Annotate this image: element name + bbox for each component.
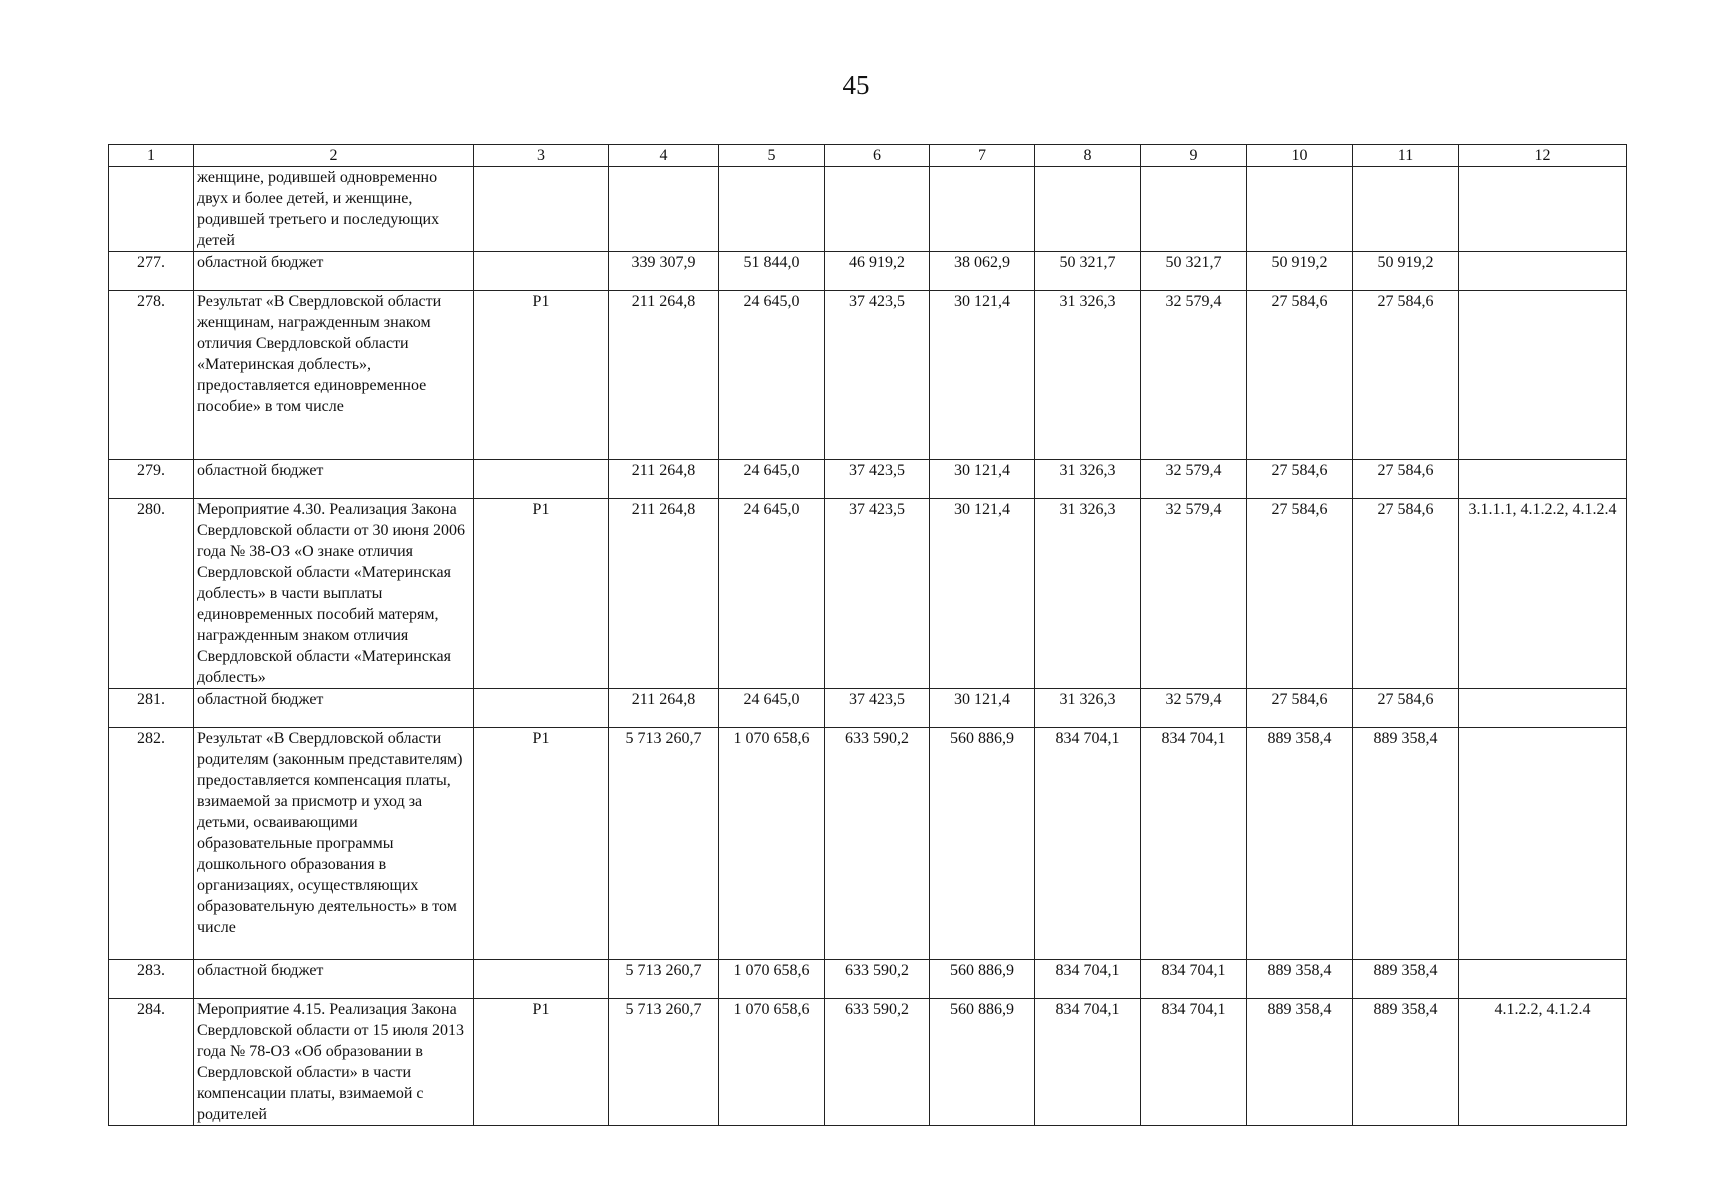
row-value: 560 886,9 <box>930 728 1035 960</box>
table-row <box>109 499 1627 689</box>
row-number: 284. <box>109 999 194 1126</box>
row-name: областной бюджет <box>194 460 474 499</box>
row-reference <box>1459 960 1627 999</box>
column-header: 5 <box>719 145 825 167</box>
row-value: 1 070 658,6 <box>719 728 825 960</box>
row-value: 31 326,3 <box>1035 689 1141 728</box>
row-name: областной бюджет <box>194 689 474 728</box>
column-header: 8 <box>1035 145 1141 167</box>
row-code: Р1 <box>474 291 609 460</box>
column-header: 11 <box>1353 145 1459 167</box>
row-value: 211 264,8 <box>609 291 719 460</box>
budget-table <box>108 144 1627 1126</box>
row-value: 50 919,2 <box>1247 252 1353 291</box>
row-number: 280. <box>109 499 194 689</box>
row-value: 27 584,6 <box>1353 689 1459 728</box>
column-header: 10 <box>1247 145 1353 167</box>
table-row <box>109 999 1627 1126</box>
row-value: 24 645,0 <box>719 499 825 689</box>
row-value: 27 584,6 <box>1353 291 1459 460</box>
row-code <box>474 167 609 252</box>
row-value: 24 645,0 <box>719 291 825 460</box>
row-value: 834 704,1 <box>1035 728 1141 960</box>
row-value: 5 713 260,7 <box>609 728 719 960</box>
row-value: 31 326,3 <box>1035 460 1141 499</box>
row-value: 32 579,4 <box>1141 499 1247 689</box>
row-reference: 3.1.1.1, 4.1.2.2, 4.1.2.4 <box>1459 499 1627 689</box>
row-value: 27 584,6 <box>1247 499 1353 689</box>
row-value: 560 886,9 <box>930 999 1035 1126</box>
row-code: Р1 <box>474 999 609 1126</box>
row-value <box>1035 167 1141 252</box>
row-number: 278. <box>109 291 194 460</box>
row-code <box>474 960 609 999</box>
row-value: 37 423,5 <box>825 689 930 728</box>
row-value: 51 844,0 <box>719 252 825 291</box>
row-number: 283. <box>109 960 194 999</box>
row-value: 46 919,2 <box>825 252 930 291</box>
row-number <box>109 167 194 252</box>
row-reference <box>1459 689 1627 728</box>
column-header: 6 <box>825 145 930 167</box>
table-body <box>109 167 1627 1126</box>
row-value <box>1353 167 1459 252</box>
table-row <box>109 728 1627 960</box>
row-value: 560 886,9 <box>930 960 1035 999</box>
table-row <box>109 689 1627 728</box>
table-row <box>109 460 1627 499</box>
page-number: 45 <box>842 70 870 100</box>
row-name: Результат «В Свердловской области женщинам, награжденным знаком отличия Свердловской области «Материнская доблесть», предоставляется единовременное пособие» в том числе <box>194 291 474 460</box>
row-value: 50 919,2 <box>1353 252 1459 291</box>
row-value: 30 121,4 <box>930 291 1035 460</box>
row-value: 30 121,4 <box>930 460 1035 499</box>
row-code <box>474 252 609 291</box>
row-code: Р1 <box>474 728 609 960</box>
row-code <box>474 689 609 728</box>
table-row <box>109 291 1627 460</box>
row-value: 211 264,8 <box>609 499 719 689</box>
row-value: 27 584,6 <box>1247 291 1353 460</box>
row-value: 834 704,1 <box>1141 999 1247 1126</box>
row-value: 633 590,2 <box>825 960 930 999</box>
row-reference: 4.1.2.2, 4.1.2.4 <box>1459 999 1627 1126</box>
row-value: 211 264,8 <box>609 460 719 499</box>
row-value: 32 579,4 <box>1141 460 1247 499</box>
row-value: 37 423,5 <box>825 291 930 460</box>
row-number: 279. <box>109 460 194 499</box>
row-value: 50 321,7 <box>1035 252 1141 291</box>
row-name: женщине, родившей одновременно двух и более детей, и женщине, родившей третьего и последующих детей <box>194 167 474 252</box>
row-name: областной бюджет <box>194 960 474 999</box>
row-value: 38 062,9 <box>930 252 1035 291</box>
row-code: Р1 <box>474 499 609 689</box>
row-value: 834 704,1 <box>1141 728 1247 960</box>
row-value: 24 645,0 <box>719 689 825 728</box>
column-header: 3 <box>474 145 609 167</box>
table-row <box>109 960 1627 999</box>
row-number: 282. <box>109 728 194 960</box>
column-header: 12 <box>1459 145 1627 167</box>
row-value <box>930 167 1035 252</box>
row-value: 50 321,7 <box>1141 252 1247 291</box>
row-value: 30 121,4 <box>930 499 1035 689</box>
row-name: областной бюджет <box>194 252 474 291</box>
row-value: 889 358,4 <box>1247 999 1353 1126</box>
column-header: 2 <box>194 145 474 167</box>
row-reference <box>1459 252 1627 291</box>
row-value: 889 358,4 <box>1353 999 1459 1126</box>
row-value: 889 358,4 <box>1353 728 1459 960</box>
row-number: 277. <box>109 252 194 291</box>
row-value: 32 579,4 <box>1141 291 1247 460</box>
row-value: 27 584,6 <box>1353 460 1459 499</box>
row-value: 1 070 658,6 <box>719 960 825 999</box>
row-value <box>1141 167 1247 252</box>
row-value: 834 704,1 <box>1035 999 1141 1126</box>
row-value <box>719 167 825 252</box>
row-code <box>474 460 609 499</box>
row-value: 27 584,6 <box>1247 689 1353 728</box>
row-name: Мероприятие 4.30. Реализация Закона Свердловской области от 30 июня 2006 года № 38-ОЗ «О знаке отличия Свердловской области «Материнская доблесть» в части выплаты единовременных пособий матерям, награжденным знаком отличия Свердловской области «Материнская доблесть» <box>194 499 474 689</box>
row-value: 1 070 658,6 <box>719 999 825 1126</box>
row-value: 31 326,3 <box>1035 291 1141 460</box>
column-header: 9 <box>1141 145 1247 167</box>
row-value <box>609 167 719 252</box>
row-reference <box>1459 728 1627 960</box>
row-value: 24 645,0 <box>719 460 825 499</box>
row-number: 281. <box>109 689 194 728</box>
row-value: 37 423,5 <box>825 460 930 499</box>
row-value: 339 307,9 <box>609 252 719 291</box>
row-value: 5 713 260,7 <box>609 999 719 1126</box>
row-value: 32 579,4 <box>1141 689 1247 728</box>
row-value: 633 590,2 <box>825 999 930 1126</box>
row-value: 889 358,4 <box>1353 960 1459 999</box>
table-header <box>109 145 1627 167</box>
row-value: 31 326,3 <box>1035 499 1141 689</box>
row-value: 27 584,6 <box>1353 499 1459 689</box>
column-header: 7 <box>930 145 1035 167</box>
row-name: Мероприятие 4.15. Реализация Закона Свердловской области от 15 июля 2013 года № 78-ОЗ «Об образовании в Свердловской области» в части компенсации платы, взимаемой с родителей <box>194 999 474 1126</box>
row-reference <box>1459 291 1627 460</box>
table-row <box>109 167 1627 252</box>
row-value <box>825 167 930 252</box>
column-header: 1 <box>109 145 194 167</box>
row-value: 37 423,5 <box>825 499 930 689</box>
column-number-row <box>109 145 1627 167</box>
row-value: 834 704,1 <box>1035 960 1141 999</box>
row-name: Результат «В Свердловской области родителям (законным представителям) предоставляется компенсация платы, взимаемой за присмотр и уход за детьми, осваивающими образовательные программы дошкольного образования в организациях, осуществляющих образовательную деятельность» в том числе <box>194 728 474 960</box>
row-value: 889 358,4 <box>1247 728 1353 960</box>
row-value: 633 590,2 <box>825 728 930 960</box>
row-value: 834 704,1 <box>1141 960 1247 999</box>
column-header: 4 <box>609 145 719 167</box>
row-value: 211 264,8 <box>609 689 719 728</box>
row-value: 30 121,4 <box>930 689 1035 728</box>
row-reference <box>1459 460 1627 499</box>
row-value: 889 358,4 <box>1247 960 1353 999</box>
row-value: 5 713 260,7 <box>609 960 719 999</box>
row-value: 27 584,6 <box>1247 460 1353 499</box>
table-row <box>109 252 1627 291</box>
row-value <box>1247 167 1353 252</box>
row-reference <box>1459 167 1627 252</box>
